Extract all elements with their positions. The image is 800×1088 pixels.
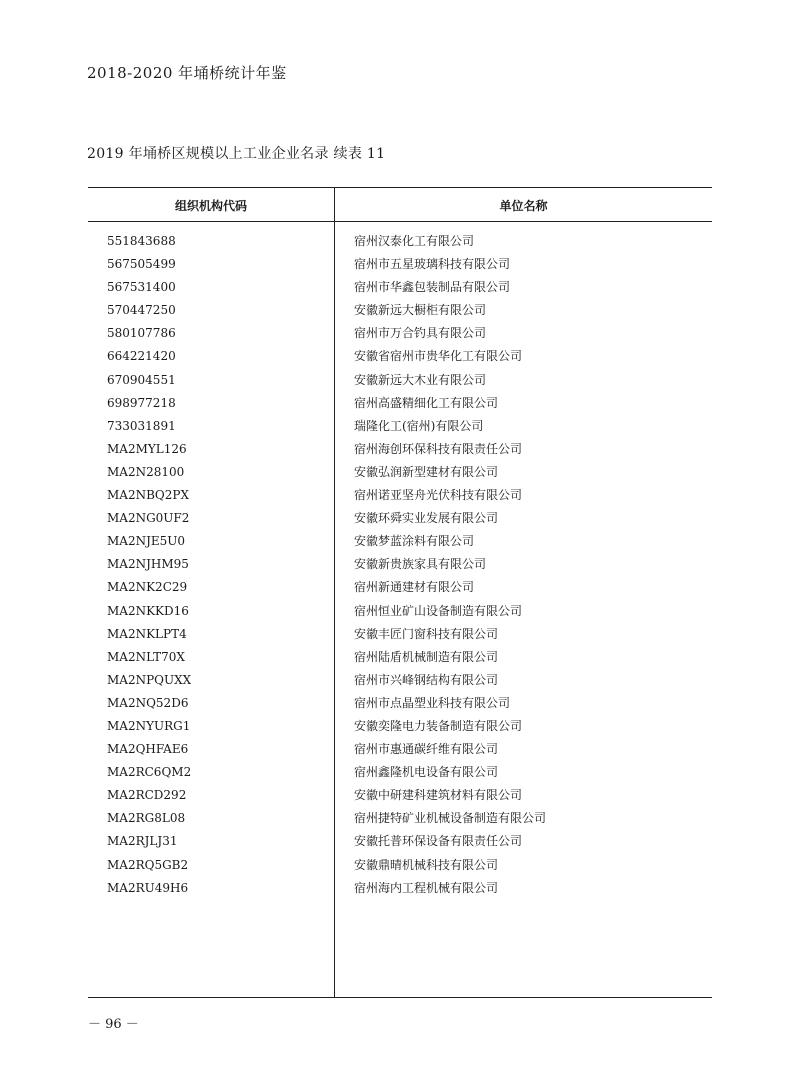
cell-company-name: 安徽新远大橱柜有限公司: [354, 303, 487, 318]
table-row: [0, 854, 800, 877]
cell-organization-code: MA2NQ52D6: [107, 695, 189, 710]
cell-organization-code: MA2NJE5U0: [107, 534, 186, 549]
cell-organization-code: MA2RJLJ31: [107, 834, 178, 849]
cell-company-name: 宿州市万合钓具有限公司: [354, 326, 487, 341]
cell-organization-code: MA2RG8L08: [107, 811, 186, 826]
table-row: [0, 392, 800, 415]
cell-company-name: 宿州高盛精细化工有限公司: [354, 395, 499, 410]
cell-organization-code: MA2NYURG1: [107, 718, 191, 733]
cell-organization-code: MA2RCD292: [107, 788, 187, 803]
cell-organization-code: MA2NG0UF2: [107, 511, 190, 526]
table-row: [0, 646, 800, 669]
cell-organization-code: MA2MYL126: [107, 441, 187, 456]
cell-company-name: 安徽环舜实业发展有限公司: [354, 511, 499, 526]
cell-organization-code: MA2NBQ2PX: [107, 488, 189, 503]
table-row: [0, 461, 800, 484]
table-row: [0, 369, 800, 392]
cell-organization-code: 670904551: [107, 372, 176, 387]
cell-organization-code: MA2NK2C29: [107, 580, 188, 595]
cell-company-name: 宿州海内工程机械有限公司: [354, 880, 499, 895]
table-row: [0, 576, 800, 599]
table-row: [0, 276, 800, 299]
cell-company-name: 宿州陆盾机械制造有限公司: [354, 649, 499, 664]
cell-company-name: 安徽丰匠门窗科技有限公司: [354, 626, 499, 641]
cell-organization-code: MA2NPQUXX: [107, 672, 192, 687]
cell-company-name: 安徽奕隆电力装备制造有限公司: [354, 718, 523, 733]
page-number: － 96 －: [88, 1017, 139, 1032]
cell-organization-code: 567531400: [107, 280, 176, 295]
cell-company-name: 宿州鑫隆机电设备有限公司: [354, 765, 499, 780]
cell-company-name: 宿州诺亚坚舟光伏科技有限公司: [354, 488, 523, 503]
table-row: [0, 484, 800, 507]
cell-organization-code: 580107786: [107, 326, 176, 341]
table-row: [0, 761, 800, 784]
cell-organization-code: MA2RC6QM2: [107, 765, 192, 780]
table-top-rule: [88, 187, 712, 188]
table-row: [0, 507, 800, 530]
cell-organization-code: MA2QHFAE6: [107, 742, 189, 757]
cell-company-name: 宿州汉泰化工有限公司: [354, 234, 475, 248]
table-row: [0, 415, 800, 438]
table-row: [0, 553, 800, 576]
cell-company-name: 宿州海创环保科技有限责任公司: [354, 441, 523, 456]
cell-organization-code: 664221420: [107, 349, 176, 364]
table-title: 2019 年埇桥区规模以上工业企业名录 续表 11: [87, 146, 386, 162]
table-row: [0, 669, 800, 692]
cell-organization-code: 698977218: [107, 395, 176, 410]
running-header: 2018-2020 年埇桥统计年鉴: [87, 64, 287, 82]
cell-company-name: 宿州市兴峰钢结构有限公司: [354, 672, 499, 687]
cell-company-name: 安徽新远大木业有限公司: [354, 372, 487, 387]
table-row: [0, 438, 800, 461]
column-header-name: 单位名称: [499, 199, 548, 213]
table-row: [0, 877, 800, 900]
cell-organization-code: MA2NKLPT4: [107, 626, 187, 641]
cell-company-name: 宿州市惠通碳纤维有限公司: [354, 742, 499, 757]
cell-company-name: 安徽中研建科建筑材料有限公司: [354, 788, 523, 803]
table-row: [0, 623, 800, 646]
table-row: [0, 530, 800, 553]
cell-company-name: 安徽鼎晴机械科技有限公司: [354, 857, 499, 872]
cell-company-name: 宿州恒业矿山设备制造有限公司: [354, 603, 523, 618]
table-header-rule: [88, 221, 712, 222]
cell-company-name: 瑞隆化工(宿州)有限公司: [354, 418, 484, 433]
table-row: [0, 807, 800, 830]
table-row: [0, 715, 800, 738]
cell-company-name: 宿州新通建材有限公司: [354, 580, 475, 595]
cell-organization-code: MA2NKKD16: [107, 603, 189, 618]
cell-organization-code: MA2NLT70X: [107, 649, 185, 664]
table-row: [0, 830, 800, 853]
table-row: [0, 600, 800, 623]
cell-company-name: 安徽省宿州市贵华化工有限公司: [354, 349, 523, 364]
table-row: [0, 230, 800, 253]
cell-company-name: 安徽新贵族家具有限公司: [354, 557, 487, 572]
cell-company-name: 宿州市五星玻璃科技有限公司: [354, 257, 511, 272]
cell-organization-code: MA2RQ5GB2: [107, 857, 189, 872]
cell-organization-code: 570447250: [107, 303, 176, 318]
table-row: [0, 299, 800, 322]
cell-organization-code: 551843688: [107, 234, 176, 248]
table-row: [0, 784, 800, 807]
cell-organization-code: MA2RU49H6: [107, 880, 189, 895]
cell-organization-code: MA2NJHM95: [107, 557, 189, 572]
table-body: [0, 230, 800, 900]
cell-company-name: 安徽梦蓝涂料有限公司: [354, 534, 475, 549]
table-row: [0, 253, 800, 276]
cell-company-name: 安徽托普环保设备有限责任公司: [354, 834, 523, 849]
cell-company-name: 宿州市点晶塑业科技有限公司: [354, 695, 511, 710]
cell-organization-code: 567505499: [107, 257, 176, 272]
cell-organization-code: MA2N28100: [107, 464, 185, 479]
cell-organization-code: 733031891: [107, 418, 176, 433]
table-row: [0, 692, 800, 715]
column-header-code: 组织机构代码: [174, 199, 247, 213]
table-row: [0, 345, 800, 368]
cell-company-name: 安徽弘润新型建材有限公司: [354, 464, 499, 479]
table-bottom-rule: [88, 997, 712, 998]
table-row: [0, 322, 800, 345]
table-row: [0, 738, 800, 761]
cell-company-name: 宿州市华鑫包装制品有限公司: [354, 280, 511, 295]
cell-company-name: 宿州捷特矿业机械设备制造有限公司: [354, 811, 547, 826]
